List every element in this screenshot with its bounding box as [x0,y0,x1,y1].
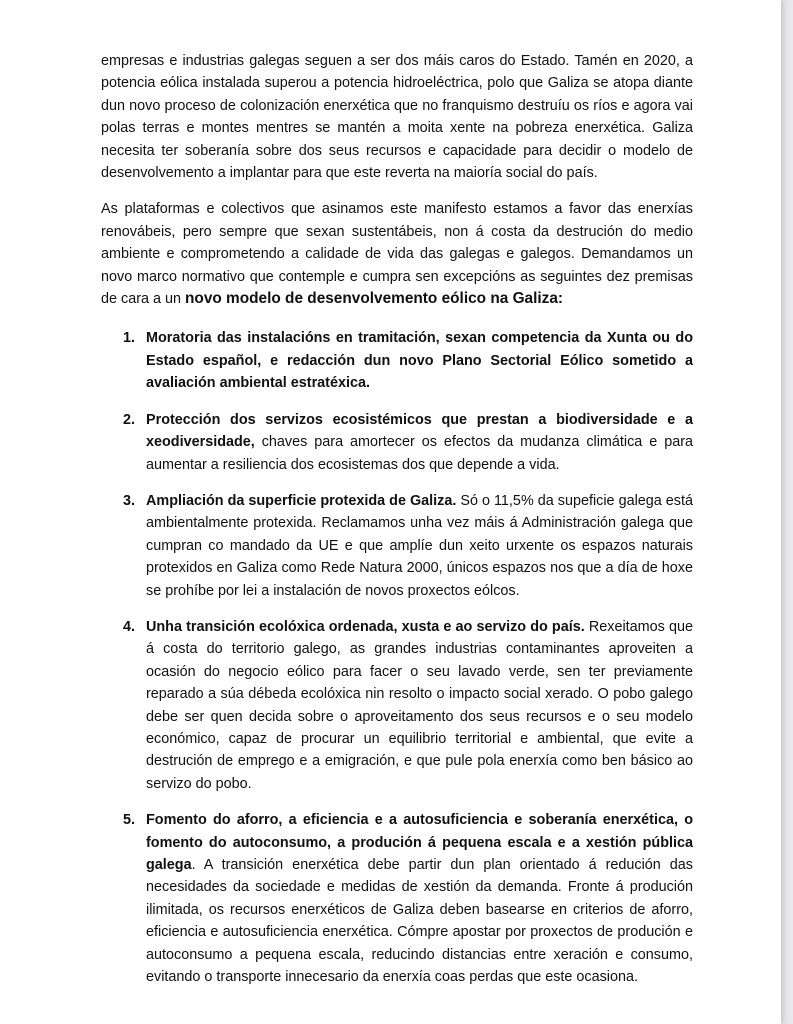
list-item [101,409,693,476]
list-item [101,490,693,602]
list-item [101,616,693,795]
intro-paragraph [101,198,693,310]
item-title: Fomento do aforro, a eficiencia e a autosuficiencia e soberanía enerxética, o fomento do autoconsumo, a produción á pequena escala e a xestión pública galega [146,812,693,873]
item-number: 4. [123,618,136,635]
item-number: 3. [123,492,136,509]
item-text: . A transición enerxética debe partir dun plan orientado á redución das necesidades da sociedade e medidas de xestión da demanda. Fronte á produción ilimitada, os recursos enerxéticos de Galiza deben basearse en criterios de aforro, eficiencia e autosuficiencia enerxética. Cómpre apostar por proxectos de produción e autoconsumo a pequena escala, reducindo distancias entre xeración e consumo, evitando o transporte innecesario da enerxía coas perdas que este ocasiona. [146,857,693,986]
item-number: 5. [123,812,136,829]
premises-list [101,327,693,988]
item-number: 2. [123,411,136,428]
item-title: Protección dos servizos ecosistémicos que prestan a biodiversidade e a xeodiversidade, [146,411,693,451]
list-item [101,327,693,394]
item-title: Moratoria das instalacións en tramitación, sexan competencia da Xunta ou do Estado español, e redacción dun novo Plano Sectorial Eólico sometido a avaliación ambiental estratéxica. [146,330,693,392]
intro-text: As plataformas e colectivos que asinamos este manifesto estamos a favor das enerxías renovábeis, pero sempre que sexan sustentábeis, non á costa da destrución do medio ambiente e comprometendo a calidade de vida das galegas e galegos. Demandamos un novo marco normativo que contemple e cumpra sen excepcións as seguintes dez premisas de cara a un [101,201,693,308]
item-text: chaves para amortecer os efectos da mudanza climática e para aumentar a resiliencia dos ecosistemas dos que depende a vida. [146,434,693,473]
paragraph: empresas e industrias galegas seguen a ser dos máis caros do Estado. Tamén en 2020, a potencia eólica instalada superou a potencia hidroeléctrica, polo que Galiza se atopa diante dun novo proceso de colonización enerxética que no franquismo destruíu os ríos e agora vai polas terras e montes mentres se mantén a moita xente na pobreza enerxética. Galiza necesita ter soberanía sobre dos seus recursos e capacidade para decidir o modelo de desenvolvemento a implantar para que este reverta na maioría social do país. [101,53,693,182]
intro-bold-text: novo modelo de desenvolvemento eólico na Galiza: [185,290,564,308]
item-text: Só o 11,5% da supeficie galega está ambientalmente protexida. Reclamamos unha vez máis á Administración galega que cumpran co mandado da UE e que amplíe dun xeito urxente os espazos naturais protexidos en Galiza como Rede Natura 2000, únicos espazos nos que a día de hoxe se prohíbe por lei a instalación de novos proxectos eólcos. [146,492,693,599]
item-title: Unha transición ecolóxica ordenada, xusta e ao servizo do país. [146,618,585,635]
item-number: 1. [123,330,136,347]
document-body [101,50,693,1002]
item-title: Ampliación da superficie protexida de Galiza. [146,492,457,509]
item-text: Rexeitamos que á costa do territorio galego, as grandes industrias contaminantes aproveiten a ocasión do negocio eólico para facer o seu lavado verde, sen ter previamente reparado a súa débeda ecolóxica nin resolto o impacto social xerado. O pobo galego debe ser quen decida sobre o aproveitamento dos seus recursos e o seu modelo económico, capaz de procurar un equilibrio territorial e ambiental, que evite a destrución de emprego e a emigración, e que pule pola enerxía como ben básico ao servizo do pobo. [146,618,693,792]
list-item [101,809,693,988]
